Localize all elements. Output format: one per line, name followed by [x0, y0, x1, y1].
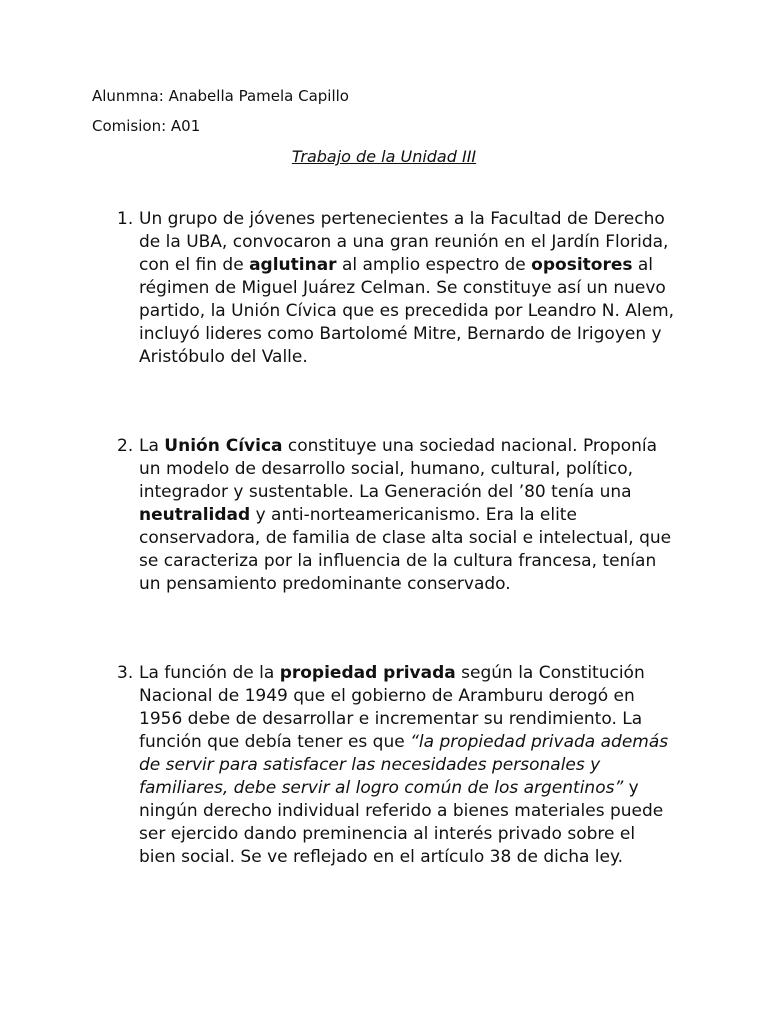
commission-label: Comision: A01 — [92, 117, 201, 135]
bold-text-run: aglutinar — [249, 255, 337, 275]
bold-text-run: neutralidad — [139, 505, 251, 525]
student-name: Alunmna: Anabella Pamela Capillo — [92, 87, 349, 105]
answer-number: 3. — [117, 663, 134, 683]
answer-item-3 — [117, 662, 677, 869]
text-run: y anti-norteamericanismo. Era la elite conservadora, de familia de clase alta social e intelectual, que se caracteriza por la influencia de la cultura francesa, tenían un pensamiento predominante conservado. — [139, 505, 672, 594]
bold-text-run: Unión Cívica — [164, 436, 283, 456]
answer-number: 1. — [117, 209, 134, 229]
document-title: Trabajo de la Unidad III — [291, 147, 477, 166]
text-run: al amplio espectro de — [336, 255, 532, 275]
bold-text-run: propiedad privada — [279, 663, 456, 683]
text-run: al régimen de Miguel Juárez Celman. Se constituye así un nuevo partido, la Unión Cívica que es precedida por Leandro N. Alem, incluyó lideres como Bartolomé Mitre, Bernardo de Irigoyen y Aristóbulo del Valle. — [139, 255, 675, 367]
text-run: La función de la — [139, 663, 280, 683]
answer-text — [139, 435, 677, 596]
answer-number: 2. — [117, 436, 134, 456]
text-run: y ningún derecho individual referido a bienes materiales puede ser ejercido dando preminencia al interés privado sobre el bien social. Se ve reflejado en el artículo 38 de dicha ley. — [139, 778, 664, 867]
text-run: según la Constitución Nacional de 1949 que el gobierno de Aramburu derogó en 1956 debe de desarrollar e incrementar su rendimiento. La función que debía tener es que — [139, 663, 645, 752]
text-run: Un grupo de jóvenes pertenecientes a la Facultad de Derecho de la UBA, convocaron a una gran reunión en el Jardín Florida, con el fin de — [139, 209, 669, 275]
text-run: constituye una sociedad nacional. Proponía un modelo de desarrollo social, humano, cultural, político, integrador y sustentable. La Generación del ’80 tenía una — [139, 436, 658, 502]
answer-item-2 — [117, 435, 677, 596]
answer-text — [139, 208, 677, 369]
text-run: La — [139, 436, 165, 456]
bold-text-run: opositores — [531, 255, 633, 275]
answer-item-1 — [117, 208, 677, 369]
italic-quote-run: “la propiedad privada además de servir para satisfacer las necesidades personales y familiares, debe servir al logro común de los argentinos” — [139, 732, 669, 798]
answer-text — [139, 662, 677, 869]
